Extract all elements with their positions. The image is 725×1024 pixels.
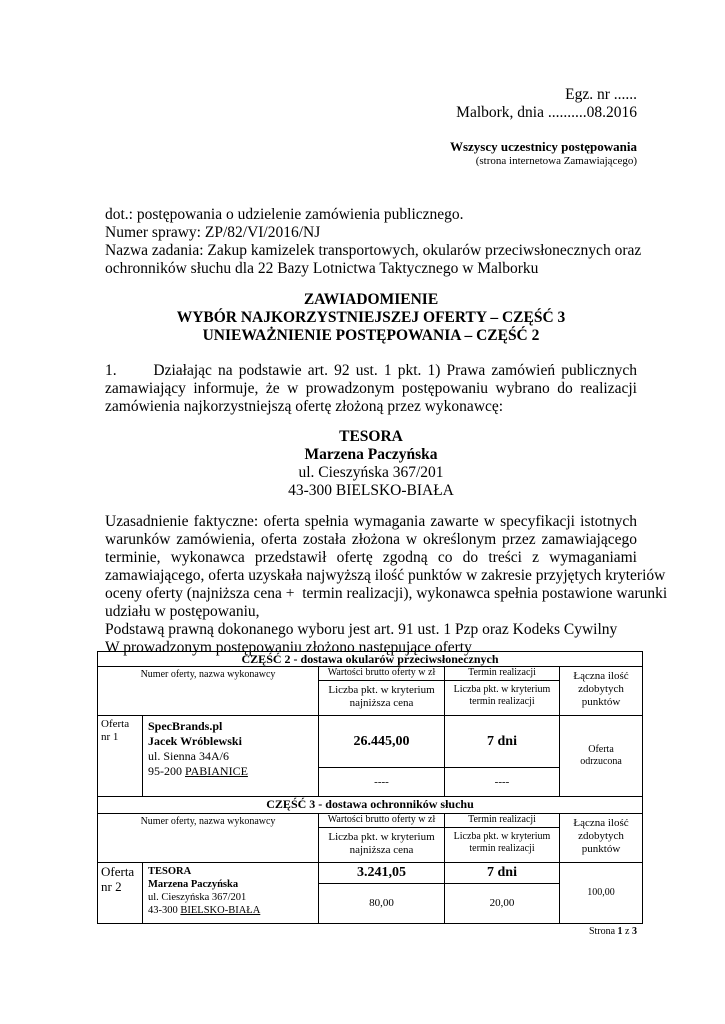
- part2-bidder-postcode: 95-200: [148, 764, 185, 778]
- offers-table: [97, 651, 643, 924]
- part3-bidder-name-2: Marzena Paczyńska: [148, 879, 239, 890]
- part2-offer-price: 26.445,00: [319, 716, 445, 768]
- winner-city: 43-300 BIELSKO-BIAŁA: [288, 482, 454, 499]
- part3-bidder-postcode: 43-300: [148, 905, 181, 916]
- part2-bidder-name-1: SpecBrands.pl: [148, 719, 223, 733]
- winner-name-1: TESORA: [339, 428, 403, 445]
- page-label: Strona: [588, 926, 618, 937]
- justification-line-6: udziału w postępowaniu,: [105, 603, 260, 620]
- part2-bidder-street: ul. Sienna 34A/6: [148, 749, 229, 763]
- part2-col-term: Termin realizacji: [445, 667, 560, 681]
- task-name-line-2: ochronników słuchu dla 22 Bazy Lotnictwa Taktycznego w Malborku: [105, 260, 539, 277]
- part2-offer-bidder: [143, 716, 319, 797]
- part3-bidder-name-1: TESORA: [148, 866, 192, 877]
- page-total: 3: [632, 926, 637, 937]
- doc-subtitle-1: WYBÓR NAJKORZYSTNIEJSZEJ OFERTY – CZĘŚĆ 3: [176, 309, 566, 326]
- part3-bidder-street: ul. Cieszyńska 367/201: [148, 892, 247, 903]
- part2-offer-term-pts: ----: [445, 768, 560, 797]
- part3-sub-price: Liczba pkt. w kryterium najniższa cena: [319, 827, 445, 862]
- part2-title: CZĘŚĆ 2 - dostawa okularów przeciwsłonecznych: [98, 652, 643, 667]
- part3-title: CZĘŚĆ 3 - dostawa ochronników słuchu: [98, 797, 643, 814]
- part3-col-price: Wartości brutto oferty w zł: [319, 814, 445, 828]
- part3-offer-term-pts: 20,00: [445, 884, 560, 924]
- subject-line-1: dot.: postępowania o udzielenie zamówienia publicznego.: [105, 206, 464, 223]
- recipients: Wszyscy uczestnicy postępowania: [449, 139, 637, 154]
- part2-offer-row: [98, 716, 643, 768]
- part2-offer-term: 7 dni: [445, 716, 560, 768]
- part3-col-term: Termin realizacji: [445, 814, 560, 828]
- part2-col-bidder: Numer oferty, nazwa wykonawcy: [98, 667, 319, 716]
- recipients-note: (strona internetowa Zamawiającego): [475, 155, 637, 167]
- point1-line-1: 1. Działając na podstawie art. 92 ust. 1 pkt. 1) Prawa zamówień publicznych: [105, 362, 637, 379]
- part2-title-row: [98, 652, 643, 667]
- justification-line-4: zamawiającego, oferta uzyskała najwyższą ilość punktów w zakresie przyjętych kryteriów: [105, 567, 666, 584]
- part3-header-row: [98, 814, 643, 828]
- part2-sub-term: Liczba pkt. w kryterium termin realizacji: [445, 680, 560, 715]
- part2-col-price: Wartości brutto oferty w zł: [319, 667, 445, 681]
- justification-line-5: oceny oferty (najniższa cena + termin realizacji), wykonawca spełnia postawione warunki: [105, 585, 668, 602]
- page-of: z: [622, 926, 632, 937]
- part3-col-total: Łączna ilość zdobytych punktów: [560, 814, 643, 863]
- part2-bidder-city-line: [148, 764, 313, 779]
- part2-bidder-name-2: Jacek Wróblewski: [148, 734, 242, 748]
- copy-number: Egz. nr ......: [565, 86, 637, 103]
- part2-offer-no: Oferta nr 1: [98, 716, 143, 797]
- part3-bidder-city-line: [148, 904, 313, 917]
- case-number: Numer sprawy: ZP/82/VI/2016/NJ: [105, 224, 321, 241]
- offers-intro: W prowadzonym postępowaniu złożono następujące oferty: [105, 639, 472, 656]
- justification-line-1: Uzasadnienie faktyczne: oferta spełnia wymagania zawarte w specyfikacji istotnych: [105, 513, 637, 530]
- part3-sub-term: Liczba pkt. w kryterium termin realizacji: [445, 827, 560, 862]
- part2-offer-total: Oferta odrzucona: [560, 716, 643, 797]
- part3-offer-price: 3.241,05: [319, 863, 445, 884]
- legal-basis: Podstawą prawną dokonanego wyboru jest art. 91 ust. 1 Pzp oraz Kodeks Cywilny: [105, 621, 618, 638]
- doc-subtitle-2: UNIEWAŻNIENIE POSTĘPOWANIA – CZĘŚĆ 2: [202, 327, 540, 344]
- part3-offer-price-pts: 80,00: [319, 884, 445, 924]
- place-date: Malbork, dnia ..........08.2016: [456, 104, 637, 121]
- part3-offer-total: 100,00: [560, 863, 643, 924]
- page-current: 1: [617, 926, 623, 937]
- justification-line-2: warunków zamówienia, oferta została złożona w określonym przez zamawiającego: [105, 531, 637, 548]
- part3-bidder-city: BIELSKO-BIAŁA: [180, 905, 261, 916]
- part3-offer-bidder: [143, 863, 319, 924]
- point1-line-2: zamawiający informuje, że w prowadzonym postępowaniu wybrano do realizacji: [105, 380, 637, 397]
- doc-title: ZAWIADOMIENIE: [303, 291, 439, 308]
- winner-street: ul. Cieszyńska 367/201: [298, 464, 444, 481]
- part2-offer-price-pts: ----: [319, 768, 445, 797]
- point1-line-3: zamówienia najkorzystniejszą ofertę złożoną przez wykonawcę:: [105, 398, 504, 415]
- task-name-line-1: Nazwa zadania: Zakup kamizelek transportowych, okularów przeciwsłonecznych oraz: [105, 242, 642, 259]
- part3-title-row: [98, 797, 643, 814]
- part3-offer-row: [98, 863, 643, 884]
- winner-name-2: Marzena Paczyńska: [304, 446, 438, 463]
- part2-header-row: [98, 667, 643, 681]
- justification-line-3: terminie, wykonawca przedstawił ofertę zgodną co do treści z wymaganiami: [105, 549, 637, 566]
- part2-sub-price: Liczba pkt. w kryterium najniższa cena: [319, 680, 445, 715]
- part2-col-total: Łączna ilość zdobytych punktów: [560, 667, 643, 716]
- page-number: [500, 926, 637, 938]
- part3-offer-term: 7 dni: [445, 863, 560, 884]
- part3-offer-no: Oferta nr 2: [98, 863, 143, 924]
- part3-col-bidder: Numer oferty, nazwa wykonawcy: [98, 814, 319, 863]
- part2-bidder-city: PABIANICE: [185, 764, 248, 778]
